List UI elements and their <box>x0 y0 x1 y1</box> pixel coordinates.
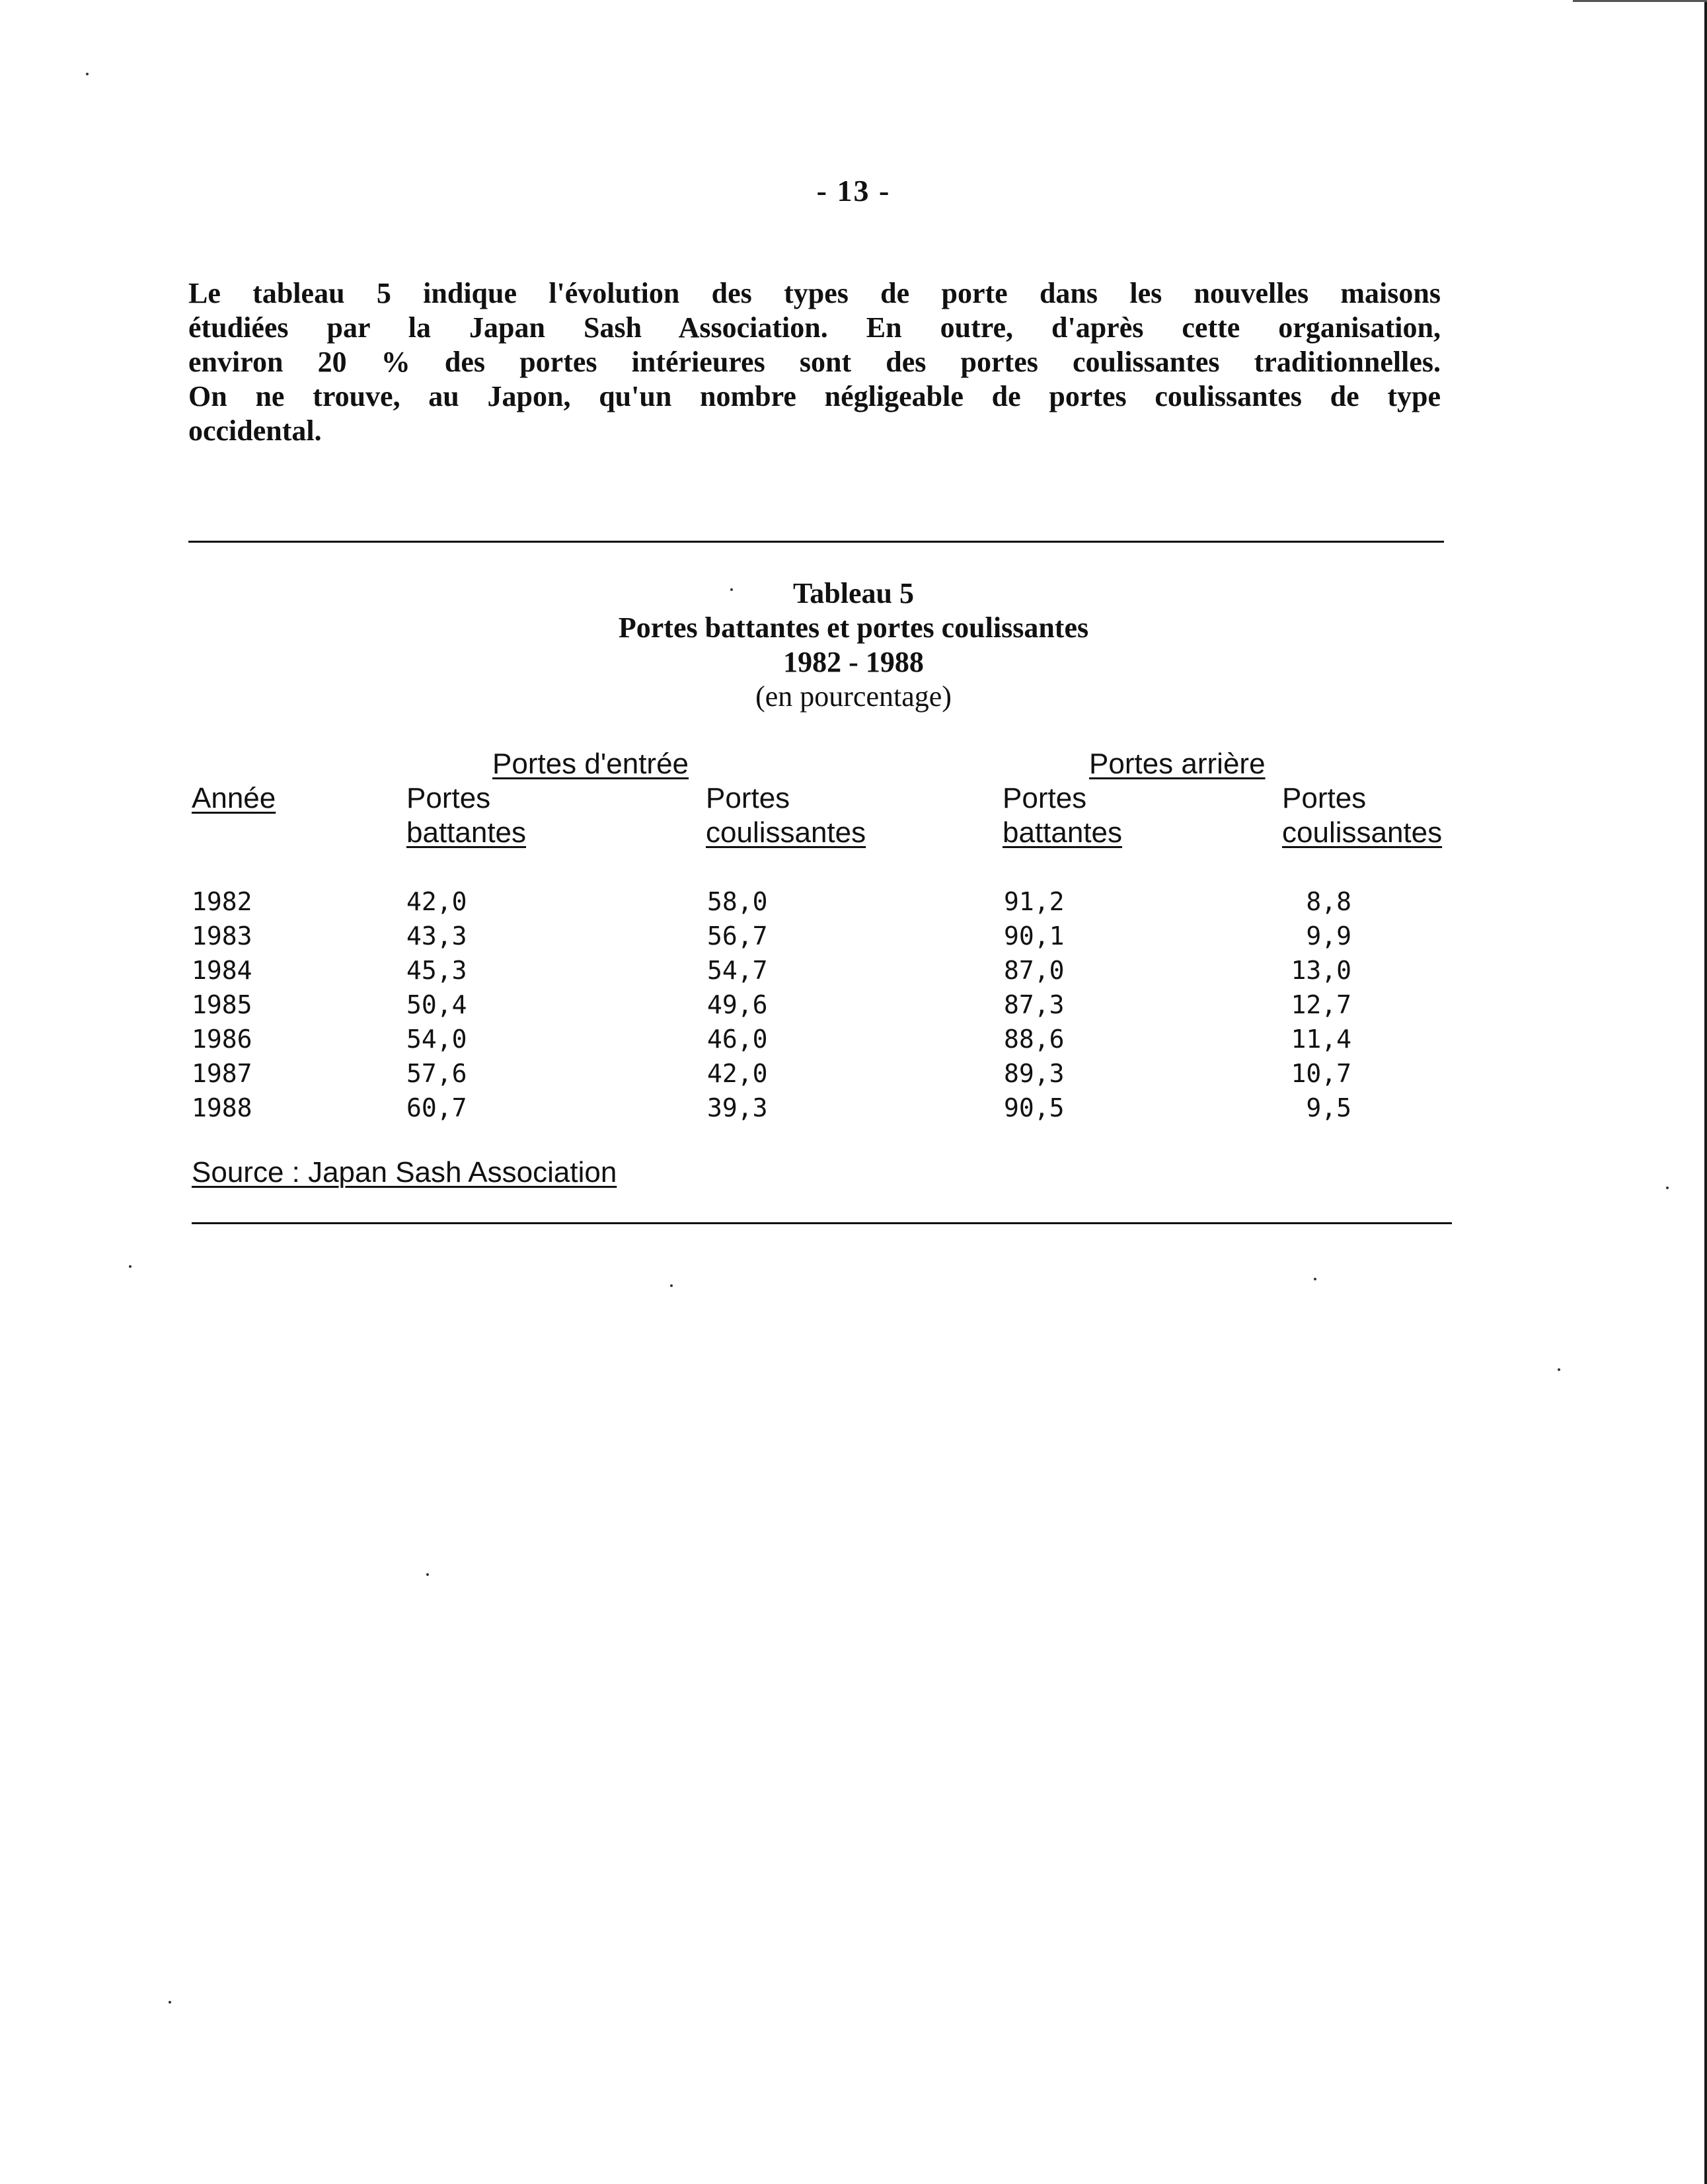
column-header-line: Portes <box>406 782 491 814</box>
table-cell-year: 1984 <box>192 956 252 985</box>
table-cell-value: 60,7 <box>406 1093 467 1122</box>
table-cell-value: 43,3 <box>406 921 467 951</box>
page-number: - 13 - <box>816 174 891 208</box>
table-top-rule <box>188 541 1444 543</box>
table-cell-value: 50,4 <box>406 990 467 1019</box>
column-header-back-slide <box>1282 781 1442 850</box>
page-edge-shadow <box>1704 0 1707 2184</box>
table-cell-value: 58,0 <box>707 887 768 916</box>
scan-speck <box>1666 1187 1669 1189</box>
column-header-line: Portes <box>1282 782 1367 814</box>
table-cell-value: 42,0 <box>406 887 467 916</box>
table-subtitle: Portes battantes et portes coulissantes <box>618 611 1089 644</box>
column-header-back-swing <box>1003 781 1122 850</box>
table-unit: (en pourcentage) <box>755 680 952 713</box>
column-header-line: battantes <box>406 816 527 849</box>
scan-speck <box>129 1265 132 1268</box>
table-cell-year: 1983 <box>192 921 252 951</box>
table-cell-value: 87,3 <box>1004 990 1065 1019</box>
table-cell-value: 39,3 <box>707 1093 768 1122</box>
column-header-line: coulissantes <box>706 816 866 849</box>
intro-line: On ne trouve, au Japon, qu'un nombre négligeable de portes coulissantes de type <box>188 380 1441 412</box>
table-cell-value: 89,3 <box>1004 1059 1065 1088</box>
table-cell-value: 9,5 <box>1306 1093 1351 1122</box>
table-cell-value: 91,2 <box>1004 887 1065 916</box>
scan-speck <box>1314 1278 1316 1280</box>
column-header-line: coulissantes <box>1282 816 1443 849</box>
intro-line: occidental. <box>188 414 322 447</box>
column-header-line: Portes <box>1003 782 1087 814</box>
table-cell-value: 9,9 <box>1306 921 1351 951</box>
table-cell-value: 46,0 <box>707 1025 768 1054</box>
table-cell-value: 54,0 <box>406 1025 467 1054</box>
intro-line: Le tableau 5 indique l'évolution des types de porte dans les nouvelles maisons <box>188 277 1441 309</box>
table-cell-value: 87,0 <box>1004 956 1065 985</box>
table-cell-year: 1988 <box>192 1093 252 1122</box>
column-header-entry-slide <box>706 781 866 850</box>
table-cell-value: 11,4 <box>1291 1025 1351 1054</box>
scan-speck <box>670 1284 673 1287</box>
table-cell-value: 54,7 <box>707 956 768 985</box>
column-header-line: Portes <box>706 782 790 814</box>
group-header-back-doors: Portes arrière <box>1089 748 1266 780</box>
scan-speck <box>1558 1368 1560 1371</box>
table-cell-year: 1986 <box>192 1025 252 1054</box>
intro-paragraph <box>188 276 1441 448</box>
table-cell-value: 90,1 <box>1004 921 1065 951</box>
column-header-year: Année <box>192 782 276 814</box>
intro-line: environ 20 % des portes intérieures sont des portes coulissantes traditionnelles. <box>188 346 1441 378</box>
scan-speck <box>730 588 733 591</box>
table-cell-value: 57,6 <box>406 1059 467 1088</box>
table-cell-value: 12,7 <box>1291 990 1351 1019</box>
table-cell-value: 45,3 <box>406 956 467 985</box>
scan-speck <box>426 1573 429 1576</box>
intro-line: étudiées par la Japan Sash Association. En outre, d'après cette organisation, <box>188 311 1441 344</box>
table-cell-value: 42,0 <box>707 1059 768 1088</box>
table-bottom-rule <box>192 1222 1452 1224</box>
group-header-entry-doors: Portes d'entrée <box>492 748 689 780</box>
table-cell-value: 88,6 <box>1004 1025 1065 1054</box>
table-source: Source : Japan Sash Association <box>192 1156 617 1189</box>
page-top-edge <box>1573 0 1707 2</box>
table-cell-value: 49,6 <box>707 990 768 1019</box>
table-cell-value: 90,5 <box>1004 1093 1065 1122</box>
scan-speck <box>169 2001 171 2004</box>
scan-speck <box>86 73 89 75</box>
table-cell-value: 13,0 <box>1291 956 1351 985</box>
table-title: Tableau 5 <box>792 577 914 609</box>
column-header-line: battantes <box>1003 816 1123 849</box>
table-cell-year: 1987 <box>192 1059 252 1088</box>
column-header-entry-swing <box>406 781 526 850</box>
table-cell-value: 8,8 <box>1306 887 1351 916</box>
table-cell-year: 1985 <box>192 990 252 1019</box>
table-cell-value: 10,7 <box>1291 1059 1351 1088</box>
table-cell-year: 1982 <box>192 887 252 916</box>
table-cell-value: 56,7 <box>707 921 768 951</box>
table-period: 1982 - 1988 <box>783 646 924 678</box>
